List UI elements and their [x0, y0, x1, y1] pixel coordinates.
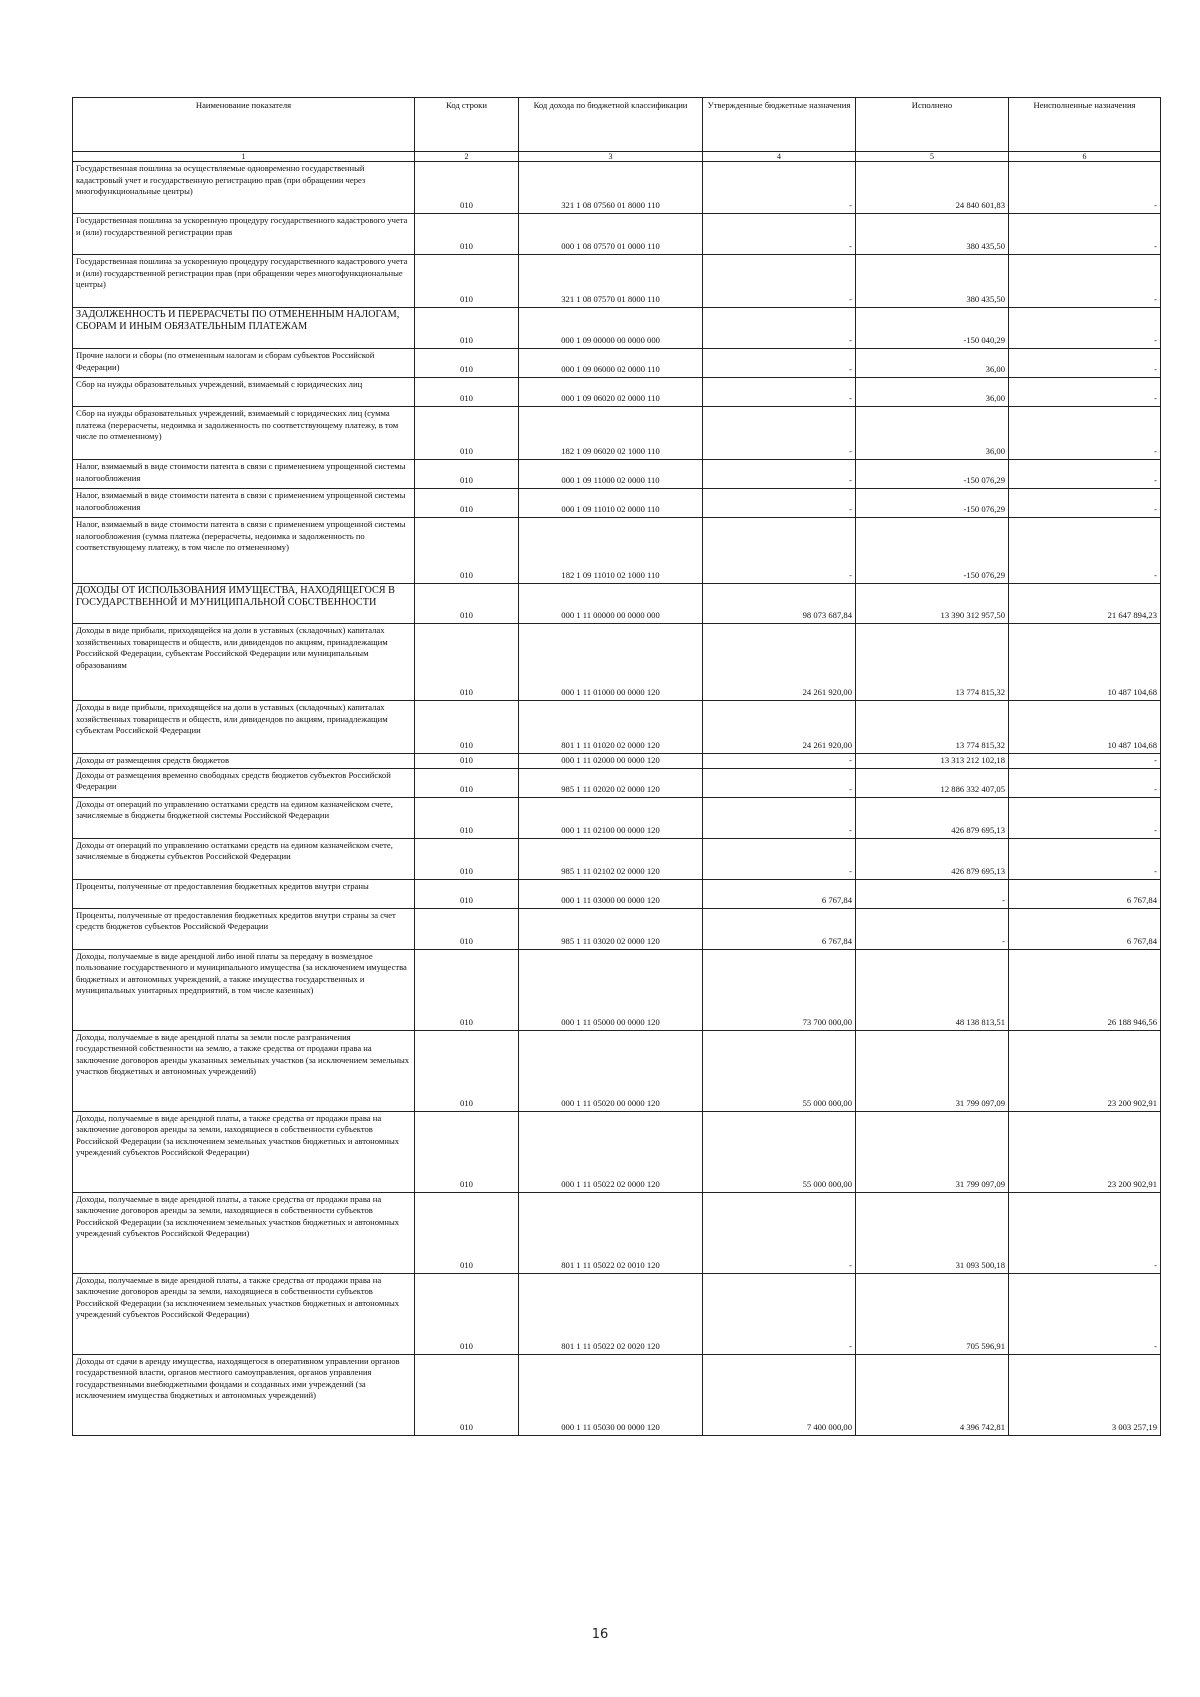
unexecuted-amount-cell: 21 647 894,23 [1009, 584, 1161, 624]
indicator-name-cell: ДОХОДЫ ОТ ИСПОЛЬЗОВАНИЯ ИМУЩЕСТВА, НАХОДЯЩЕГОСЯ В ГОСУДАРСТВЕННОЙ И МУНИЦИПАЛЬНОЙ СОБСТВЕННОСТИ [73, 584, 415, 624]
income-code-cell: 000 1 09 06020 02 0000 110 [519, 378, 703, 407]
income-code-cell: 000 1 11 03000 00 0000 120 [519, 879, 703, 908]
page-number: 16 [591, 1627, 609, 1642]
income-code-cell: 000 1 11 00000 00 0000 000 [519, 584, 703, 624]
unexecuted-amount-cell: - [1009, 214, 1161, 255]
line-code-cell: 010 [415, 460, 519, 489]
approved-amount-cell: - [703, 1273, 856, 1354]
income-code-cell: 000 1 09 11010 02 0000 110 [519, 489, 703, 518]
table-row [73, 879, 1161, 908]
indicator-name-cell: Налог, взимаемый в виде стоимости патента в связи с применением упрощенной системы налогообложения (сумма платежа (перерасчеты, недоимка и задолженность по соответствующему платежу, в том числе по отмененному) [73, 518, 415, 584]
unexecuted-amount-cell: - [1009, 754, 1161, 769]
unexecuted-amount-cell: - [1009, 308, 1161, 349]
income-code-cell: 000 1 11 01000 00 0000 120 [519, 624, 703, 701]
executed-amount-cell: 24 840 601,83 [856, 162, 1009, 214]
column-number: 1 [73, 152, 415, 162]
table-row [73, 624, 1161, 701]
executed-amount-cell: 36,00 [856, 378, 1009, 407]
line-code-cell: 010 [415, 378, 519, 407]
approved-amount-cell: - [703, 349, 856, 378]
line-code-cell: 010 [415, 768, 519, 797]
indicator-name-cell: Доходы, получаемые в виде арендной либо иной платы за передачу в возмездное пользование государственного и муниципального имущества (за исключением имущества бюджетных и автономных учреждений, а также имущества государственных и муниципальных унитарных предприятий, в том числе казенных) [73, 949, 415, 1030]
approved-amount-cell: - [703, 255, 856, 308]
budget-execution-table [72, 97, 1161, 1436]
approved-amount-cell: - [703, 754, 856, 769]
line-code-cell: 010 [415, 349, 519, 378]
table-row [73, 162, 1161, 214]
indicator-name-cell: Доходы в виде прибыли, приходящейся на доли в уставных (складочных) капиталах хозяйственных товариществ и обществ, или дивидендов по акциям, принадлежащим Российской Федерации, субъектам Российской Федерации или муниципальным образованиям [73, 624, 415, 701]
table-row [73, 908, 1161, 949]
executed-amount-cell: 705 596,91 [856, 1273, 1009, 1354]
line-code-cell: 010 [415, 407, 519, 460]
indicator-name-cell: Доходы, получаемые в виде арендной платы, а также средства от продажи права на заключение договоров аренды за земли, находящиеся в собственности субъектов Российской Федерации (за исключением земельных участков бюджетных и автономных учреждений субъектов Российской Федерации) [73, 1273, 415, 1354]
executed-amount-cell: 426 879 695,13 [856, 797, 1009, 838]
approved-amount-cell: - [703, 460, 856, 489]
line-code-cell: 010 [415, 1354, 519, 1435]
unexecuted-amount-cell: - [1009, 797, 1161, 838]
approved-amount-cell: 24 261 920,00 [703, 701, 856, 754]
indicator-name-cell: Доходы от размещения средств бюджетов [73, 754, 415, 769]
executed-amount-cell: -150 076,29 [856, 460, 1009, 489]
executed-amount-cell: 36,00 [856, 349, 1009, 378]
indicator-name-cell: Доходы, получаемые в виде арендной платы за земли после разграничения государственной собственности на землю, а также средства от продажи права на заключение договоров аренды указанных земельных участков (за исключением земельных участков бюджетных и автономных учреждений) [73, 1030, 415, 1111]
header-executed: Исполнено [856, 98, 1009, 152]
income-code-cell: 801 1 11 01020 02 0000 120 [519, 701, 703, 754]
approved-amount-cell: - [703, 1192, 856, 1273]
indicator-name-cell: Проценты, полученные от предоставления бюджетных кредитов внутри страны [73, 879, 415, 908]
approved-amount-cell: 98 073 687,84 [703, 584, 856, 624]
executed-amount-cell: 380 435,50 [856, 214, 1009, 255]
approved-amount-cell: - [703, 378, 856, 407]
line-code-cell: 010 [415, 879, 519, 908]
indicator-name-cell: Государственная пошлина за ускоренную процедуру государственного кадастрового учета и (или) государственной регистрации прав [73, 214, 415, 255]
income-code-cell: 985 1 11 02020 02 0000 120 [519, 768, 703, 797]
table-row [73, 489, 1161, 518]
table-row [73, 349, 1161, 378]
approved-amount-cell: - [703, 768, 856, 797]
unexecuted-amount-cell: 10 487 104,68 [1009, 624, 1161, 701]
table-row [73, 308, 1161, 349]
table-row [73, 407, 1161, 460]
unexecuted-amount-cell: 3 003 257,19 [1009, 1354, 1161, 1435]
executed-amount-cell: 426 879 695,13 [856, 838, 1009, 879]
approved-amount-cell: - [703, 214, 856, 255]
executed-amount-cell: -150 040,29 [856, 308, 1009, 349]
table-body [73, 162, 1161, 1436]
unexecuted-amount-cell: - [1009, 1273, 1161, 1354]
indicator-name-cell: ЗАДОЛЖЕННОСТЬ И ПЕРЕРАСЧЕТЫ ПО ОТМЕНЕННЫМ НАЛОГАМ, СБОРАМ И ИНЫМ ОБЯЗАТЕЛЬНЫМ ПЛАТЕЖАМ [73, 308, 415, 349]
unexecuted-amount-cell: - [1009, 768, 1161, 797]
line-code-cell: 010 [415, 838, 519, 879]
line-code-cell: 010 [415, 797, 519, 838]
income-code-cell: 000 1 09 00000 00 0000 000 [519, 308, 703, 349]
table-row [73, 1030, 1161, 1111]
income-code-cell: 000 1 11 05030 00 0000 120 [519, 1354, 703, 1435]
unexecuted-amount-cell: - [1009, 838, 1161, 879]
income-code-cell: 000 1 11 02100 00 0000 120 [519, 797, 703, 838]
executed-amount-cell: 13 774 815,32 [856, 701, 1009, 754]
executed-amount-cell: - [856, 908, 1009, 949]
line-code-cell: 010 [415, 584, 519, 624]
income-code-cell: 985 1 11 03020 02 0000 120 [519, 908, 703, 949]
line-code-cell: 010 [415, 1273, 519, 1354]
indicator-name-cell: Доходы в виде прибыли, приходящейся на доли в уставных (складочных) капиталах хозяйственных товариществ и обществ, или дивидендов по акциям, принадлежащим субъектам Российской Федерации [73, 701, 415, 754]
executed-amount-cell: 36,00 [856, 407, 1009, 460]
line-code-cell: 010 [415, 255, 519, 308]
indicator-name-cell: Налог, взимаемый в виде стоимости патента в связи с применением упрощенной системы налогообложения [73, 460, 415, 489]
indicator-name-cell: Доходы от операций по управлению остатками средств на едином казначейском счете, зачисляемые в бюджеты бюджетной системы Российской Федерации [73, 797, 415, 838]
approved-amount-cell: - [703, 162, 856, 214]
indicator-name-cell: Доходы от сдачи в аренду имущества, находящегося в оперативном управлении органов государственной власти, органов местного самоуправления, органов управления государственными внебюджетными фондами и созданных ими учреждений (за исключением имущества бюджетных и автономных учреждений) [73, 1354, 415, 1435]
unexecuted-amount-cell: - [1009, 407, 1161, 460]
line-code-cell: 010 [415, 308, 519, 349]
approved-amount-cell: 6 767,84 [703, 908, 856, 949]
indicator-name-cell: Налог, взимаемый в виде стоимости патента в связи с применением упрощенной системы налогообложения [73, 489, 415, 518]
executed-amount-cell: 31 799 097,09 [856, 1111, 1009, 1192]
unexecuted-amount-cell: - [1009, 1192, 1161, 1273]
income-code-cell: 000 1 09 11000 02 0000 110 [519, 460, 703, 489]
income-code-cell: 182 1 09 11010 02 1000 110 [519, 518, 703, 584]
approved-amount-cell: 55 000 000,00 [703, 1111, 856, 1192]
approved-amount-cell: - [703, 407, 856, 460]
approved-amount-cell: 24 261 920,00 [703, 624, 856, 701]
executed-amount-cell: 31 799 097,09 [856, 1030, 1009, 1111]
approved-amount-cell: - [703, 518, 856, 584]
executed-amount-cell: 12 886 332 407,05 [856, 768, 1009, 797]
table-row [73, 378, 1161, 407]
approved-amount-cell: 6 767,84 [703, 879, 856, 908]
indicator-name-cell: Доходы, получаемые в виде арендной платы, а также средства от продажи права на заключение договоров аренды за земли, находящиеся в собственности субъектов Российской Федерации (за исключением земельных участков бюджетных и автономных учреждений субъектов Российской Федерации) [73, 1192, 415, 1273]
indicator-name-cell: Сбор на нужды образовательных учреждений, взимаемый с юридических лиц [73, 378, 415, 407]
line-code-cell: 010 [415, 162, 519, 214]
header-unexecuted: Неисполненные назначения [1009, 98, 1161, 152]
table-row [73, 460, 1161, 489]
table-row [73, 1273, 1161, 1354]
table-row [73, 949, 1161, 1030]
unexecuted-amount-cell: 23 200 902,91 [1009, 1030, 1161, 1111]
executed-amount-cell: 4 396 742,81 [856, 1354, 1009, 1435]
approved-amount-cell: 55 000 000,00 [703, 1030, 856, 1111]
indicator-name-cell: Прочие налоги и сборы (по отмененным налогам и сборам субъектов Российской Федерации) [73, 349, 415, 378]
indicator-name-cell: Сбор на нужды образовательных учреждений, взимаемый с юридических лиц (сумма платежа (перерасчеты, недоимка и задолженность по соответствующему платежу, в том числе по отмененному) [73, 407, 415, 460]
line-code-cell: 010 [415, 908, 519, 949]
unexecuted-amount-cell: - [1009, 518, 1161, 584]
table-row [73, 768, 1161, 797]
executed-amount-cell: 13 313 212 102,18 [856, 754, 1009, 769]
column-number: 4 [703, 152, 856, 162]
column-number: 2 [415, 152, 519, 162]
indicator-name-cell: Доходы от размещения временно свободных средств бюджетов субъектов Российской Федерации [73, 768, 415, 797]
line-code-cell: 010 [415, 518, 519, 584]
line-code-cell: 010 [415, 489, 519, 518]
table-row [73, 584, 1161, 624]
table-row [73, 255, 1161, 308]
income-code-cell: 321 1 08 07560 01 8000 110 [519, 162, 703, 214]
unexecuted-amount-cell: 6 767,84 [1009, 879, 1161, 908]
line-code-cell: 010 [415, 1192, 519, 1273]
unexecuted-amount-cell: - [1009, 349, 1161, 378]
line-code-cell: 010 [415, 624, 519, 701]
indicator-name-cell: Доходы от операций по управлению остатками средств на едином казначейском счете, зачисляемые в бюджеты субъектов Российской Федерации [73, 838, 415, 879]
line-code-cell: 010 [415, 214, 519, 255]
income-code-cell: 985 1 11 02102 02 0000 120 [519, 838, 703, 879]
table-row [73, 754, 1161, 769]
unexecuted-amount-cell: - [1009, 255, 1161, 308]
line-code-cell: 010 [415, 1111, 519, 1192]
income-code-cell: 000 1 11 05020 00 0000 120 [519, 1030, 703, 1111]
unexecuted-amount-cell: 26 188 946,56 [1009, 949, 1161, 1030]
line-code-cell: 010 [415, 949, 519, 1030]
indicator-name-cell: Государственная пошлина за ускоренную процедуру государственного кадастрового учета и (или) государственной регистрации прав (при обращении через многофункциональные центры) [73, 255, 415, 308]
income-code-cell: 801 1 11 05022 02 0010 120 [519, 1192, 703, 1273]
executed-amount-cell: 380 435,50 [856, 255, 1009, 308]
header-row [73, 98, 1161, 152]
table-row [73, 518, 1161, 584]
executed-amount-cell: -150 076,29 [856, 489, 1009, 518]
executed-amount-cell: 13 390 312 957,50 [856, 584, 1009, 624]
unexecuted-amount-cell: - [1009, 162, 1161, 214]
executed-amount-cell: -150 076,29 [856, 518, 1009, 584]
column-number: 6 [1009, 152, 1161, 162]
table-row [73, 797, 1161, 838]
income-code-cell: 000 1 08 07570 01 0000 110 [519, 214, 703, 255]
table-row [73, 1192, 1161, 1273]
unexecuted-amount-cell: 10 487 104,68 [1009, 701, 1161, 754]
unexecuted-amount-cell: - [1009, 460, 1161, 489]
unexecuted-amount-cell: 6 767,84 [1009, 908, 1161, 949]
income-code-cell: 000 1 11 02000 00 0000 120 [519, 754, 703, 769]
header-income-code: Код дохода по бюджетной классификации [519, 98, 703, 152]
unexecuted-amount-cell: 23 200 902,91 [1009, 1111, 1161, 1192]
table-row [73, 214, 1161, 255]
executed-amount-cell: 13 774 815,32 [856, 624, 1009, 701]
indicator-name-cell: Государственная пошлина за осуществляемые одновременно государственный кадастровый учет и государственную регистрацию прав (при обращении через многофункциональные центры) [73, 162, 415, 214]
header-line-code: Код строки [415, 98, 519, 152]
approved-amount-cell: 73 700 000,00 [703, 949, 856, 1030]
income-code-cell: 000 1 09 06000 02 0000 110 [519, 349, 703, 378]
income-code-cell: 801 1 11 05022 02 0020 120 [519, 1273, 703, 1354]
header-indicator-name: Наименование показателя [73, 98, 415, 152]
column-number: 3 [519, 152, 703, 162]
approved-amount-cell: - [703, 489, 856, 518]
executed-amount-cell: 48 138 813,51 [856, 949, 1009, 1030]
approved-amount-cell: 7 400 000,00 [703, 1354, 856, 1435]
income-code-cell: 182 1 09 06020 02 1000 110 [519, 407, 703, 460]
approved-amount-cell: - [703, 308, 856, 349]
executed-amount-cell: 31 093 500,18 [856, 1192, 1009, 1273]
table-row [73, 701, 1161, 754]
table-row [73, 1111, 1161, 1192]
line-code-cell: 010 [415, 754, 519, 769]
income-code-cell: 000 1 11 05000 00 0000 120 [519, 949, 703, 1030]
header-approved: Утвержденные бюджетные назначения [703, 98, 856, 152]
column-number: 5 [856, 152, 1009, 162]
executed-amount-cell: - [856, 879, 1009, 908]
approved-amount-cell: - [703, 797, 856, 838]
indicator-name-cell: Доходы, получаемые в виде арендной платы, а также средства от продажи права на заключение договоров аренды за земли, находящиеся в собственности субъектов Российской Федерации (за исключением земельных участков бюджетных и автономных учреждений субъектов Российской Федерации) [73, 1111, 415, 1192]
table-row [73, 838, 1161, 879]
column-number-row [73, 152, 1161, 162]
unexecuted-amount-cell: - [1009, 378, 1161, 407]
unexecuted-amount-cell: - [1009, 489, 1161, 518]
line-code-cell: 010 [415, 1030, 519, 1111]
income-code-cell: 000 1 11 05022 02 0000 120 [519, 1111, 703, 1192]
line-code-cell: 010 [415, 701, 519, 754]
indicator-name-cell: Проценты, полученные от предоставления бюджетных кредитов внутри страны за счет средств бюджетов субъектов Российской Федерации [73, 908, 415, 949]
table-row [73, 1354, 1161, 1435]
approved-amount-cell: - [703, 838, 856, 879]
income-code-cell: 321 1 08 07570 01 8000 110 [519, 255, 703, 308]
